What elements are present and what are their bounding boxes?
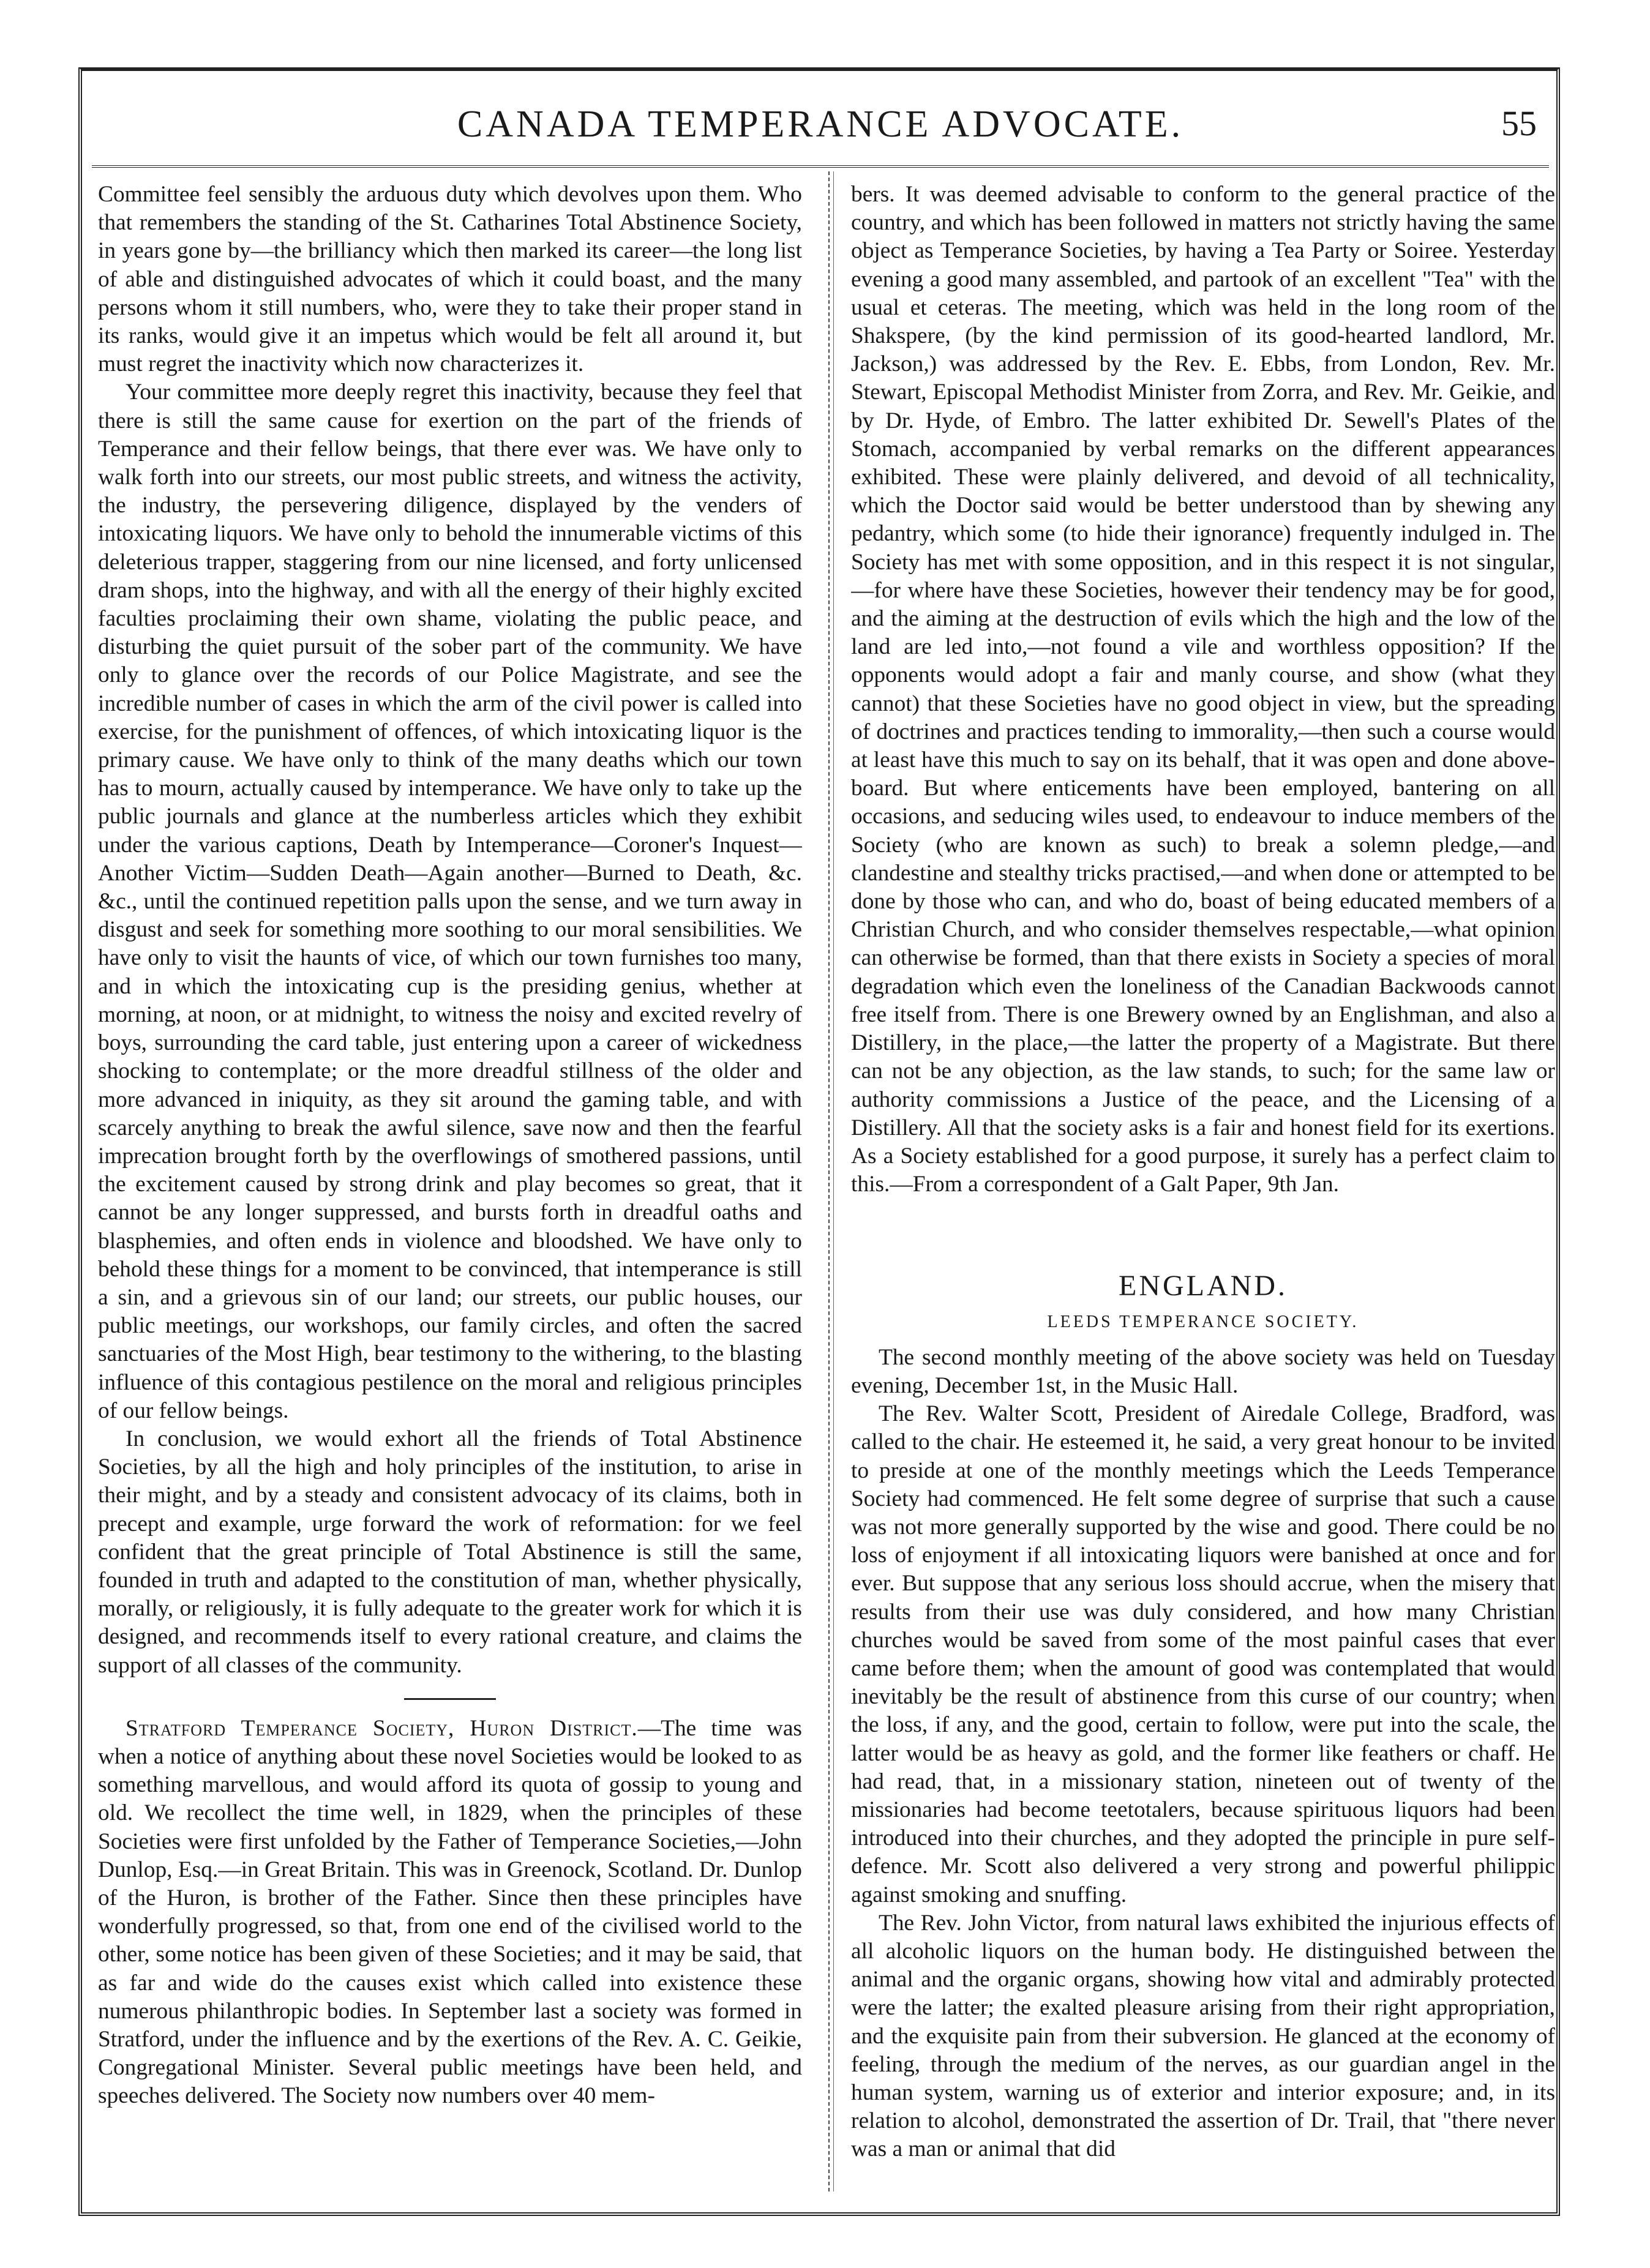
page-number: 55	[1501, 103, 1537, 143]
article-heading: Stratford Temperance Society, Huron District.	[126, 1715, 638, 1741]
left-column	[98, 181, 802, 2182]
article-body: —The time was when a notice of anything about these novel Societies would be looked to as something marvellous, and would afford its quota of gossip to young and old. We recollect the time well, in 1829, when the principles of these Societies were first unfolded by the Father of Temperance Societies,—John Dunlop, Esq.—in Great Britain. This was in Greenock, Scotland. Dr. Dunlop of the Huron, is brother of the Father. Since then these principles have wonderfully progressed, so that, from one end of the civilised world to the other, some notice has been given of these Societies; and it may be said, that as far and wide do the causes exist which called into existence these numerous philanthropic bodies. In September last a society was formed in Stratford, under the influence and by the exertions of the Rev. A. C. Geikie, Congregational Minister. Several public meetings have been held, and speeches delivered. The Society now numbers over 40 mem-	[98, 1715, 802, 2109]
paragraph: In conclusion, we would exhort all the friends of Total Abstinence Societies, by all the high and holy principles of the institution, to arise in their might, and by a steady and consistent advocacy of its claims, both in precept and example, urge forward the work of reformation: for we feel confident that the great principle of Total Abstinence is still the same, founded in truth and adapted to the constitution of man, whether physically, morally, or religiously, it is fully adequate to the greater work for which it is designed, and recommends itself to every rational creature, and claims the support of all classes of the community.	[98, 1426, 802, 1678]
paragraph: The second monthly meeting of the above society was held on Tuesday evening, December 1st, in the Music Hall.	[851, 1344, 1555, 1398]
paragraph: The Rev. John Victor, from natural laws exhibited the injurious effects of all alcoholic liquors on the human body. He distinguished between the animal and the organic organs, showing how vital and admirably protected were the latter; the exalted pleasure arising from their right appropriation, and the exquisite pain from their subversion. He glanced at the economy of feeling, through the medium of the nerves, as our guardian angel in the human system, warning us of exterior and interior exposure; and, in its relation to alcohol, demonstrated the assertion of Dr. Trail, that "there never was a man or animal that did	[851, 1910, 1555, 2162]
running-head-title: CANADA TEMPERANCE ADVOCATE.	[457, 103, 1184, 145]
column-divider-inner	[833, 171, 834, 2191]
subheading-leeds-society: LEEDS TEMPERANCE SOCIETY.	[1047, 1312, 1359, 1331]
page-header	[92, 92, 1549, 168]
section-divider	[404, 1698, 496, 1700]
section-heading-england: ENGLAND.	[1119, 1270, 1288, 1303]
paragraph: The Rev. Walter Scott, President of Airedale College, Bradford, was called to the chair. He esteemed it, he said, a very great honour to be invited to preside at one of the monthly meetings which the Leeds Temperance Society had commenced. He felt some degree of surprise that such a cause was not more generally supported by the wise and good. There could be no loss of enjoyment if all intoxicating liquors were banished at once and for ever. But suppose that any serious loss should accrue, when the misery that results from their use was duly considered, and how many Christian churches would be saved from some of the most painful cases that ever came before them; when the amount of good was contemplated that would inevitably be the result of abstinence from this curse of our country; when the loss, if any, and the good, certain to follow, were put into the scale, the latter would be as heavy as gold, and the former like feathers or chaff. He had read, that, in a missionary station, nineteen out of twenty of the missionaries had become teetotalers, because spirituous liquors had been introduced into their churches, and they adopted the principle in pure self-defence. Mr. Scott also delivered a very strong and powerful philippic against smoking and snuffing.	[851, 1401, 1555, 1907]
right-column	[851, 181, 1555, 2182]
paragraph: Your committee more deeply regret this inactivity, because they feel that there is still the same cause for exertion on the part of the friends of Temperance and their fellow beings, that there ever was. We have only to walk forth into our streets, our most public streets, and witness the activity, the industry, the persevering diligence, displayed by the venders of intoxicating liquors. We have only to behold the innumerable victims of this deleterious trapper, staggering from our nine licensed, and forty unlicensed dram shops, into the highway, and with all the energy of their highly excited faculties proclaiming their own shame, violating the public peace, and disturbing the quiet pursuit of the sober part of the community. We have only to glance over the records of our Police Magistrate, and see the incredible number of cases in which the arm of the civil power is called into exercise, for the punishment of offences, of which intoxicating liquor is the primary cause. We have only to think of the many deaths which our town has to mourn, actually caused by intemperance. We have only to take up the public journals and glance at the numberless articles which they exhibit under the various captions, Death by Intemperance—Coroner's Inquest—Another Victim—Sudden Death—Again another—Burned to Death, &c. &c., until the continued repetition palls upon the sense, and we turn away in disgust and seek for something more soothing to our moral sensibilities. We have only to visit the haunts of vice, of which our town furnishes too many, and in which the intoxicating cup is the presiding genius, whether at morning, at noon, or at midnight, to witness the noisy and excited revelry of boys, surrounding the card table, just entering upon a career of wickedness shocking to contemplate; or the more dreadful stillness of the older and more advanced in iniquity, as they sit around the gaming table, and with scarcely anything to break the awful silence, save now and then the fearful imprecation brought forth by the overflowings of smothered passions, until the excitement caused by strong drink and play becomes so great, that it cannot be any longer suppressed, and bursts forth in dreadful oaths and blasphemies, and often ends in violence and bloodshed. We have only to behold these things for a moment to be convinced, that intemperance is still a sin, and a grievous sin of our land; our streets, our public houses, our public meetings, our workshops, our family circles, and often the sacred sanctuaries of the Most High, bear testimony to the withering, to the blasting influence of this contagious pestilence on the moral and religious principles of our fellow beings.	[98, 380, 802, 1423]
column-divider	[828, 171, 830, 2191]
paragraph: bers. It was deemed advisable to conform to the general practice of the country, and which has been followed in matters not strictly having the same object as Temperance Societies, by having a Tea Party or Soiree. Yesterday evening a good many assembled, and partook of an excellent "Tea" with the usual et ceteras. The meeting, which was held in the long room of the Shakspere, (by the kind permission of its good-hearted landlord, Mr. Jackson,) was addressed by the Rev. E. Ebbs, from London, Rev. Mr. Stewart, Episcopal Methodist Minister from Zorra, and Rev. Mr. Geikie, and by Dr. Hyde, of Embro. The latter exhibited Dr. Sewell's Plates of the Stomach, accompanied by verbal remarks on the different appearances exhibited. These were plainly delivered, and devoid of all technicality, which the Doctor said would be better understood than by shewing any pedantry, which some (to hide their ignorance) frequently indulged in. The Society has met with some opposition, and in this respect it is not singular,—for where have these Societies, however their tendency may be for good, and the aiming at the destruction of evils which the high and the low of the land are led into,—not found a vile and worthless opposition? If the opponents would adopt a fair and manly course, and show (what they cannot) that these Societies have no good object in view, but the spreading of doctrines and practices tending to immorality,—then such a course would at least have this much to say on its behalf, that it was open and done above-board. But where enticements have been employed, bantering on all occasions, and seducing wiles used, to endeavour to induce members of the Society (who are known as such) to break a solemn pledge,—and clandestine and stealthy tricks practised,—and when done or attempted to be done by those who can, and who do, boast of being educated members of a Christian Church, and who consider themselves respectable,—what opinion can otherwise be formed, than that there exists in Society a species of moral degradation which even the loneliness of the Canadian Backwoods cannot free itself from. There is one Brewery owned by an Englishman, and also a Distillery, in the place,—the latter the property of a Magistrate. But there can not be any objection, as the law stands, to such; for the same law or authority commissions a Justice of the peace, and the Licensing of a Distillery. All that the society asks is a fair and honest field for its exertions. As a Society established for a good purpose, it surely has a perfect claim to this.—From a correspondent of a Galt Paper, 9th Jan.	[851, 182, 1555, 1197]
paragraph: Committee feel sensibly the arduous duty which devolves upon them. Who that remembers the standing of the St. Catharines Total Abstinence Society, in years gone by—the brilliancy which then marked its career—the long list of able and distinguished advocates of which it could boast, and the many persons whom it still numbers, who, were they to take their proper stand in its ranks, would give it an impetus which would be felt all around it, but must regret the inactivity which now characterizes it.	[98, 182, 802, 377]
stratford-article	[98, 1715, 802, 2111]
